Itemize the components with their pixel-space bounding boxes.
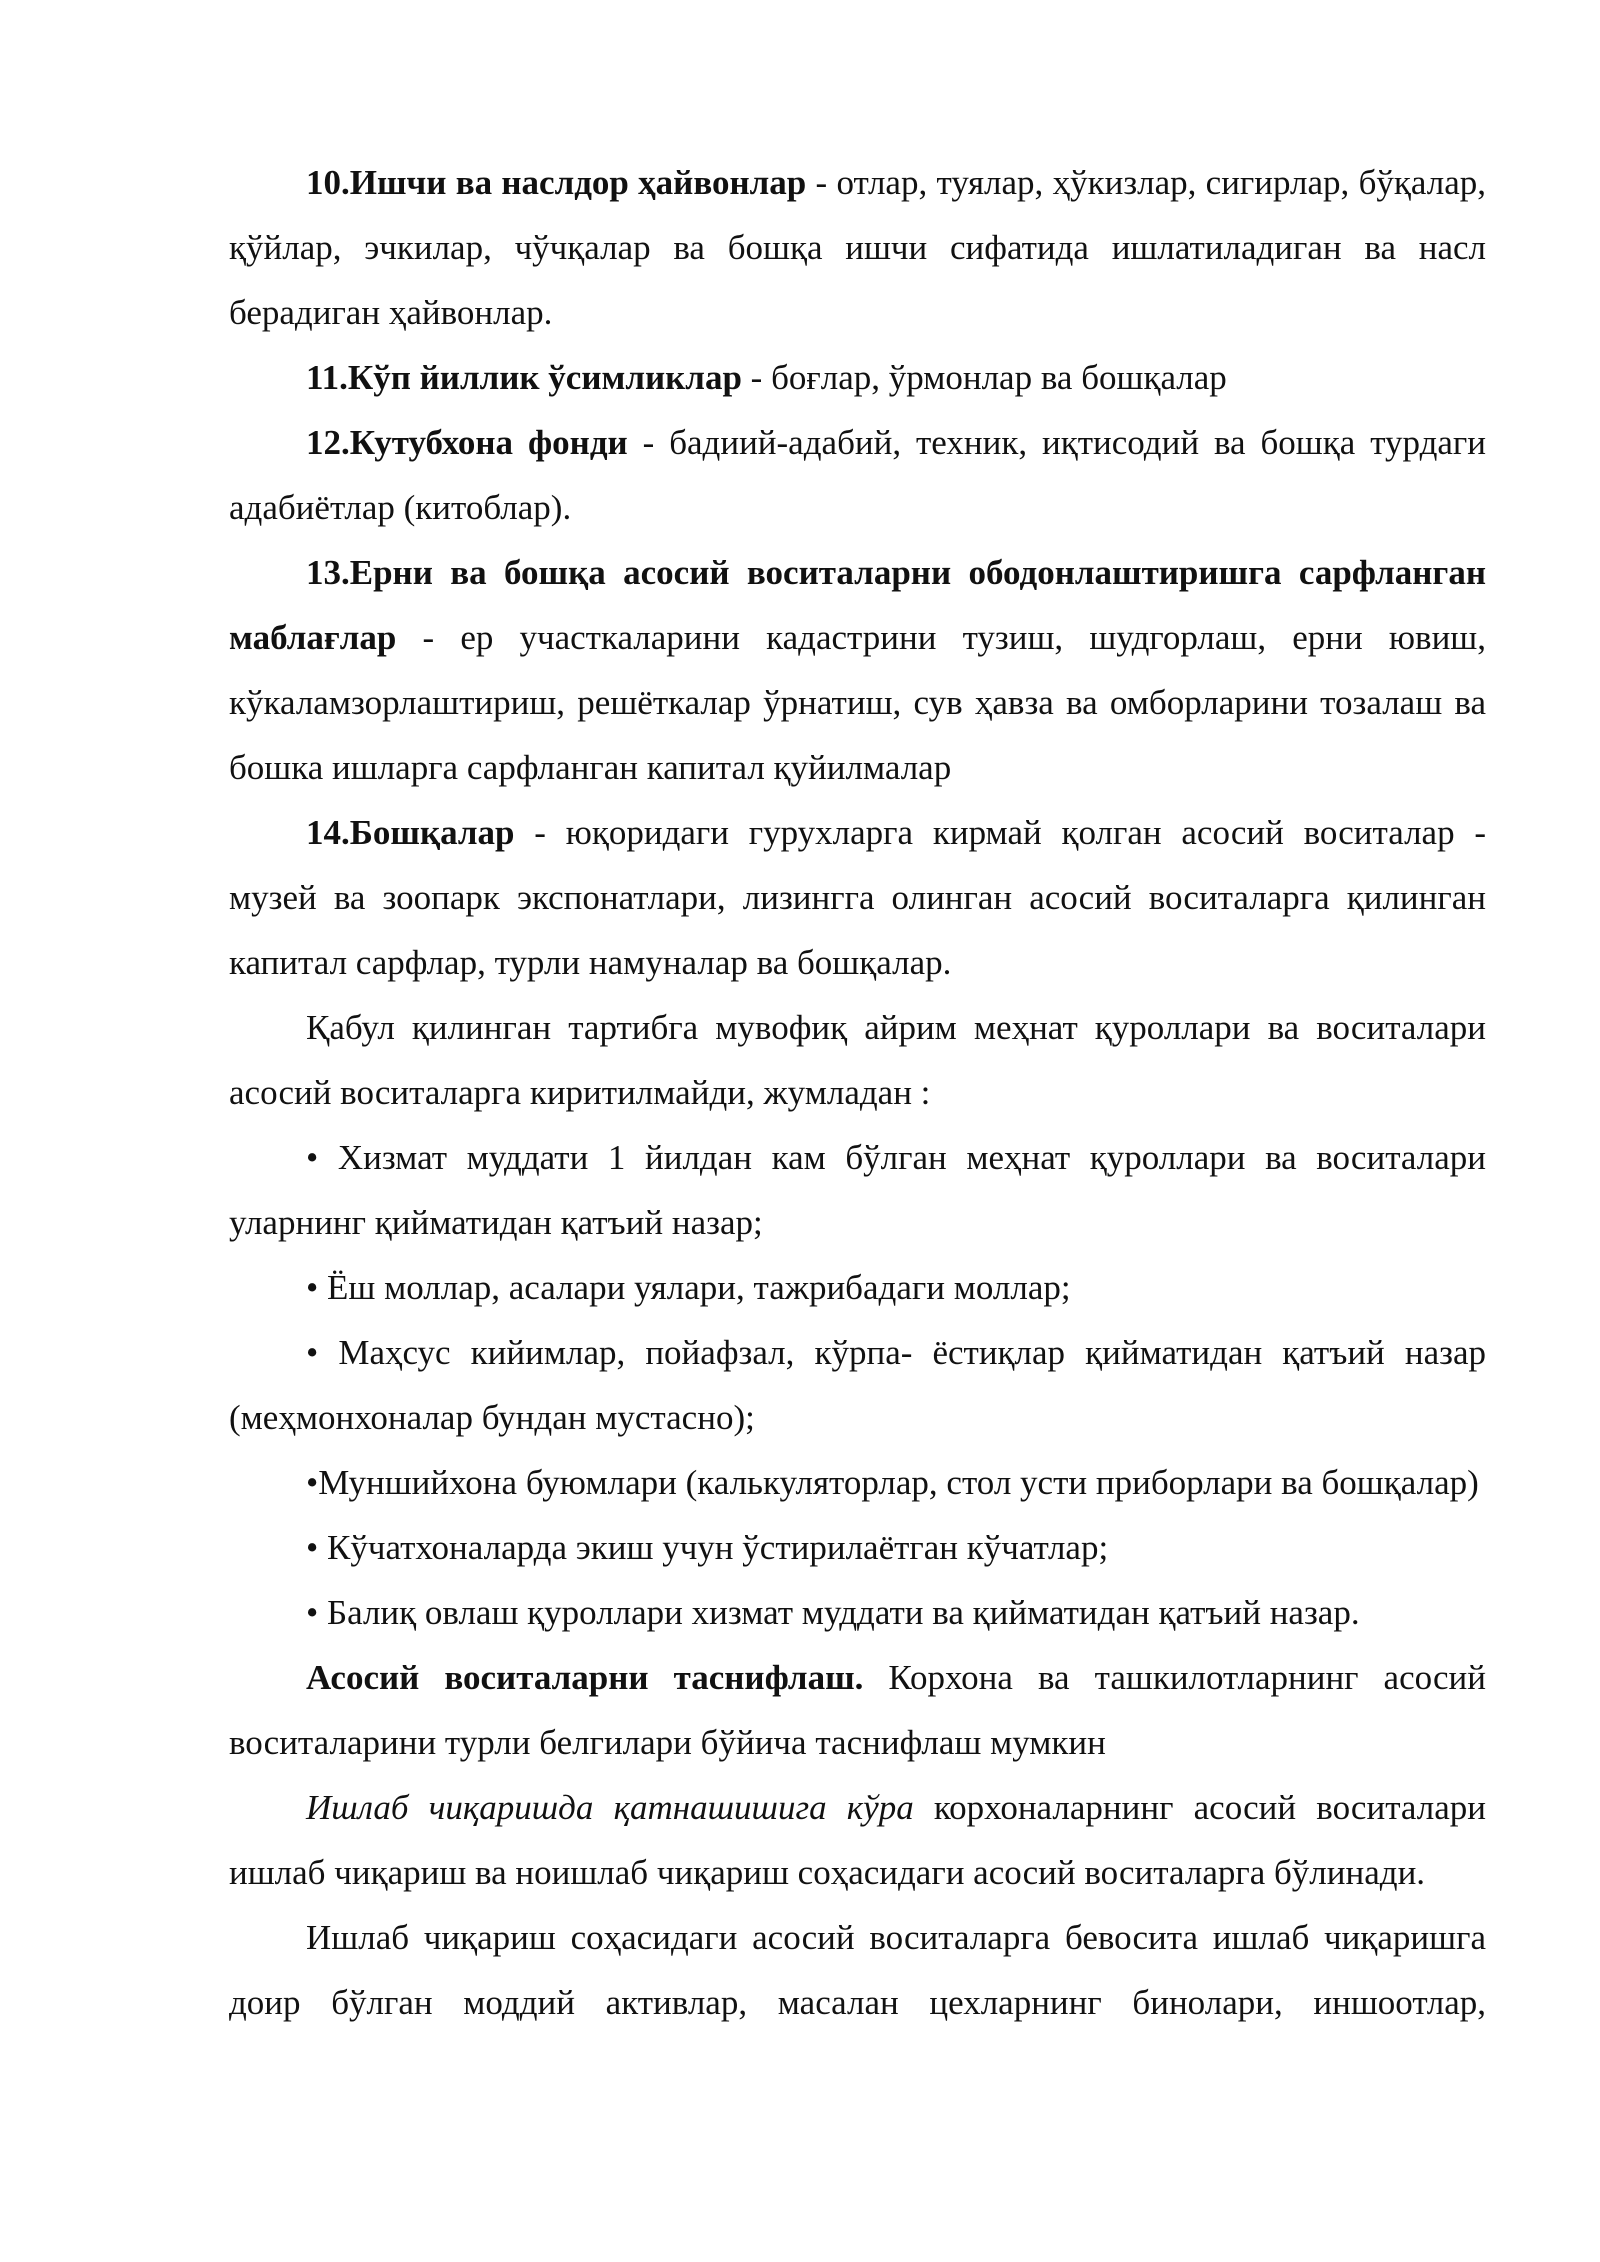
paragraph-working-animals bbox=[229, 150, 1486, 345]
paragraph-land-improvement bbox=[229, 540, 1486, 800]
bullet-item: • Хизмат муддати 1 йилдан кам бўлган меҳнат қуроллари ва воситалари уларнинг қийматидан қатъий назар; bbox=[229, 1138, 1486, 1242]
bullet-item: •Муншийхона буюмлари (калькуляторлар, стол усти приборлари ва бошқалар) bbox=[306, 1463, 1479, 1502]
heading-land-improvement: 13.Ерни ва бошқа асосий воситаларни ободонлаштиришга сарфланган маблағлар bbox=[229, 553, 1486, 657]
paragraph-exclusions-intro: Қабул қилинган тартибга мувофиқ айрим меҳнат қуроллари ва воситалари асосий воситаларга киритилмайди, жумладан : bbox=[229, 1008, 1486, 1112]
text-land-improvement: - ер участкаларини кадастрини тузиш, шудгорлаш, ерни ювиш, кўкаламзорлаштириш, решёткалар ўрнатиш, сув ҳавза ва омборларини тозалаш ва бошка ишларга сарфланган капитал қуйилмалар bbox=[229, 618, 1486, 787]
text-classification: Корхона ва ташкилотларнинг асосий воситаларини турли белгилари бўйича таснифлаш мумкин bbox=[229, 1658, 1486, 1762]
heading-classification: Асосий воситаларни таснифлаш. bbox=[306, 1658, 864, 1697]
paragraph-classification bbox=[229, 1645, 1486, 1775]
text-production-participation: корхоналарнинг асосий воситалари ишлаб чиқариш ва ноишлаб чиқариш соҳасидаги асосий воситаларга бўлинади. bbox=[229, 1788, 1486, 1892]
paragraph-library-fund bbox=[229, 410, 1486, 540]
bullet-item: • Кўчатхоналарда экиш учун ўстирилаётган кўчатлар; bbox=[306, 1528, 1109, 1567]
paragraph-production-assets: Ишлаб чиқариш соҳасидаги асосий воситаларга бевосита ишлаб чиқаришга доир бўлган моддий активлар, масалан цехларнинг бинолари, иншоотлар, bbox=[229, 1918, 1486, 2022]
paragraph-production-participation bbox=[229, 1775, 1486, 1905]
heading-working-animals: 10.Ишчи ва наслдор ҳайвонлар bbox=[306, 163, 807, 202]
text-perennial-plants: - боғлар, ўрмонлар ва бошқалар bbox=[741, 358, 1227, 397]
italic-production-participation: Ишлаб чиқаришда қатнашишига кўра bbox=[306, 1788, 914, 1827]
text-library-fund: - бадиий-адабий, техник, иқтисодий ва бошқа турдаги адабиётлар (китоблар). bbox=[229, 423, 1486, 527]
text-working-animals: - отлар, туялар, ҳўкизлар, сигирлар, бўқалар, қўйлар, эчкилар, чўчқалар ва бошқа ишчи сифатида ишлатиладиган ва насл берадиган ҳайвонлар. bbox=[229, 163, 1486, 332]
text-others: - юқоридаги гурухларга кирмай қолган асосий воситалар - музей ва зоопарк экспонатлари, лизингга олинган асосий воситаларга қилинган капитал сарфлар, турли намуналар ва бошқалар. bbox=[229, 813, 1486, 982]
document-body bbox=[229, 150, 1486, 2035]
bullet-item: • Маҳсус кийимлар, пойафзал, кўрпа- ёстиқлар қийматидан қатъий назар (меҳмонхоналар бундан мустасно); bbox=[229, 1333, 1486, 1437]
heading-others: 14.Бошқалар bbox=[306, 813, 515, 852]
bullet-item: • Балиқ овлаш қуроллари хизмат муддати ва қийматидан қатъий назар. bbox=[306, 1593, 1360, 1632]
bullet-item: • Ёш моллар, асалари уялари, тажрибадаги моллар; bbox=[306, 1268, 1071, 1307]
heading-library-fund: 12.Кутубхона фонди bbox=[306, 423, 628, 462]
paragraph-others bbox=[229, 800, 1486, 995]
paragraph-perennial-plants bbox=[229, 345, 1486, 410]
heading-perennial-plants: 11.Кўп йиллик ўсимликлар bbox=[306, 358, 742, 397]
